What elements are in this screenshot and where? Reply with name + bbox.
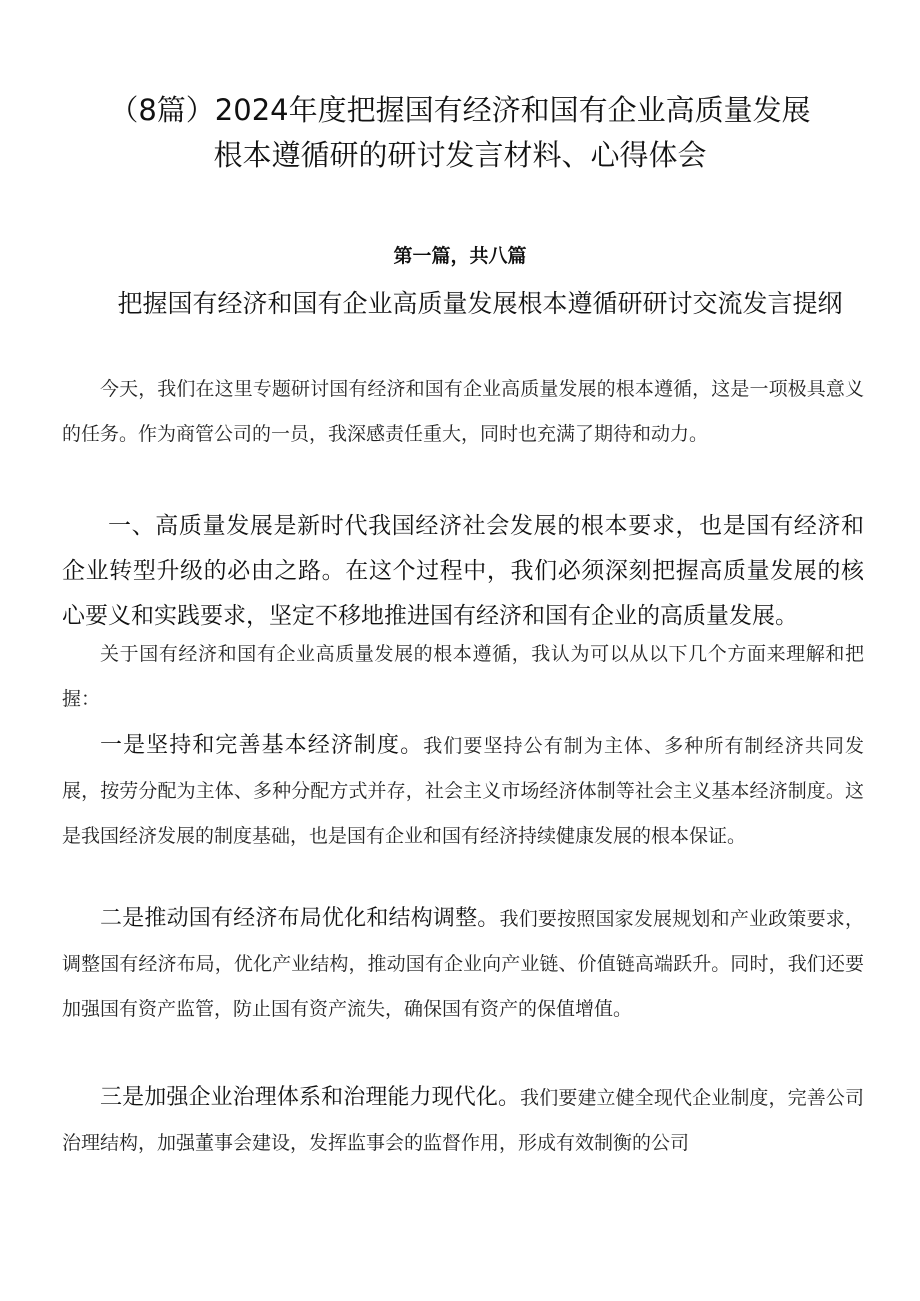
document-title — [40, 88, 880, 178]
item-3-heading: 三是加强企业治理体系和治理能力现代化。 — [100, 1085, 521, 1110]
item-3-paragraph — [62, 1075, 864, 1166]
section-title: 把握国有经济和国有企业高质量发展根本遵循研研讨交流发言提纲 — [117, 289, 843, 318]
item-2-heading: 二是推动国有经济布局优化和结构调整。 — [100, 906, 500, 931]
intro-paragraph: 今天，我们在这里专题研讨国有经济和国有企业高质量发展的根本遵循，这是一项极具意义的任务。作为商管公司的一员，我深感责任重大，同时也充满了期待和动力。 — [62, 378, 864, 445]
item-3-body: 我们要建立健全现代企业制度，完善公司治理结构，加强董事会建设，发挥监事会的监督作用，形成有效制衡的公司 — [62, 1087, 864, 1154]
item-1-heading: 一是坚持和完善基本经济制度。 — [100, 733, 424, 758]
item-2-body: 我们要按照国家发展规划和产业政策要求，调整国有经济布局，优化产业结构，推动国有企业向产业链、价值链高端跃升。同时，我们还要加强国有资产监管，防止国有资产流失，确保国有资产的保值增值。 — [62, 908, 864, 1020]
understanding-paragraph: 关于国有经济和国有企业高质量发展的根本遵循，我认为可以从以下几个方面来理解和把握： — [62, 643, 864, 710]
point-one-paragraph: 一、高质量发展是新时代我国经济社会发展的根本要求，也是国有经济和企业转型升级的必由之路。在这个过程中，我们必须深刻把握高质量发展的核心要义和实践要求，坚定不移地推进国有经济和国有企业的高质量发展。 — [62, 513, 864, 629]
document-title-line-1: （8篇）2024年度把握国有经济和国有企业高质量发展 — [109, 93, 811, 127]
item-2-paragraph — [62, 896, 864, 1032]
document-title-line-2: 根本遵循研的研讨发言材料、心得体会 — [213, 138, 707, 172]
item-1-body: 我们要坚持公有制为主体、多种所有制经济共同发展，按劳分配为主体、多种分配方式并存，社会主义市场经济体制等社会主义基本经济制度。这是我国经济发展的制度基础，也是国有企业和国有经济持续健康发展的根本保证。 — [62, 735, 864, 847]
part-subtitle: 第一篇，共八篇 — [393, 245, 527, 267]
item-1-paragraph — [62, 723, 864, 859]
